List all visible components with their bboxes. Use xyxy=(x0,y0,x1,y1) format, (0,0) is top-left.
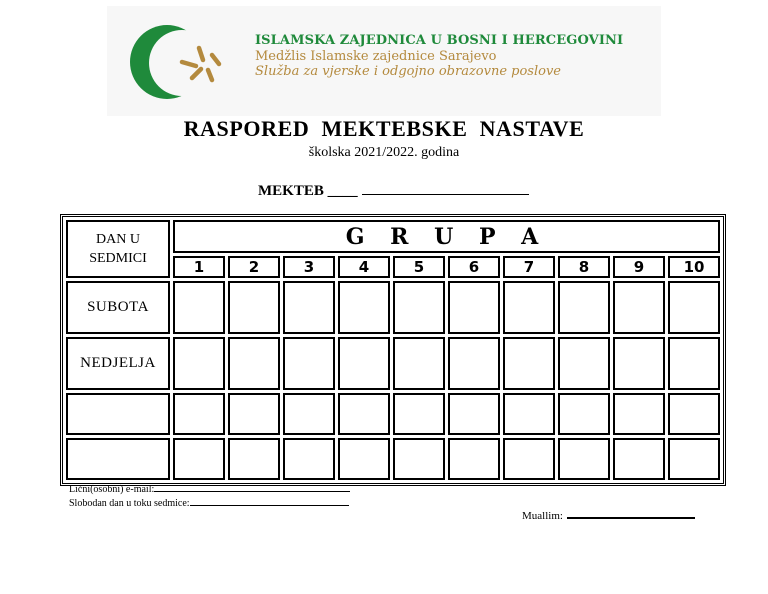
teacher-blank-line[interactable] xyxy=(567,508,695,519)
schedule-cell[interactable] xyxy=(558,281,610,334)
school-year: školska 2021/2022. godina xyxy=(308,145,460,160)
mekteb-label: MEKTEB ____ xyxy=(258,183,358,199)
schedule-cell[interactable] xyxy=(668,393,720,435)
group-number: 1 xyxy=(173,256,225,278)
schedule-cell[interactable] xyxy=(338,438,390,480)
table-row xyxy=(66,337,720,390)
group-number: 3 xyxy=(283,256,335,278)
table-row xyxy=(66,281,720,334)
schedule-cell[interactable] xyxy=(448,337,500,390)
crescent-star-logo-icon xyxy=(126,20,236,104)
schedule-cell[interactable] xyxy=(668,438,720,480)
schedule-cell[interactable] xyxy=(503,281,555,334)
mekteb-blank-line xyxy=(362,180,529,195)
schedule-cell[interactable] xyxy=(228,281,280,334)
schedule-cell[interactable] xyxy=(173,393,225,435)
day-cell[interactable] xyxy=(66,393,170,435)
schedule-cell[interactable] xyxy=(448,393,500,435)
schedule-cell[interactable] xyxy=(228,393,280,435)
group-number: 7 xyxy=(503,256,555,278)
email-row xyxy=(69,482,350,496)
day-header-line-1: DAN U xyxy=(96,232,140,247)
schedule-cell[interactable] xyxy=(558,438,610,480)
schedule-cell[interactable] xyxy=(338,281,390,334)
email-label: Lični(osobni) e-mail: xyxy=(69,484,155,495)
footer-fields xyxy=(69,482,350,510)
schedule-cell[interactable] xyxy=(283,438,335,480)
schedule-cell[interactable] xyxy=(173,438,225,480)
schedule-cell[interactable] xyxy=(668,337,720,390)
schedule-cell[interactable] xyxy=(613,393,665,435)
organization-subtitle: Medžlis Islamske zajednice Sarajevo xyxy=(255,49,497,64)
schedule-cell[interactable] xyxy=(393,393,445,435)
schedule-cell[interactable] xyxy=(613,337,665,390)
schedule-cell[interactable] xyxy=(283,337,335,390)
group-number: 6 xyxy=(448,256,500,278)
free-day-blank-line[interactable] xyxy=(190,496,349,506)
schedule-cell[interactable] xyxy=(448,281,500,334)
schedule-cell[interactable] xyxy=(613,438,665,480)
schedule-cell[interactable] xyxy=(338,393,390,435)
group-number: 8 xyxy=(558,256,610,278)
table-row xyxy=(66,438,720,480)
schedule-cell[interactable] xyxy=(503,438,555,480)
schedule-table xyxy=(60,214,726,486)
day-header-cell xyxy=(66,220,170,278)
schedule-cell[interactable] xyxy=(393,438,445,480)
organization-name: ISLAMSKA ZAJEDNICA U BOSNI I HERCEGOVINI xyxy=(255,33,624,48)
schedule-cell[interactable] xyxy=(228,337,280,390)
schedule-cell[interactable] xyxy=(558,393,610,435)
day-cell[interactable] xyxy=(66,438,170,480)
organization-department: Služba za vjerske i odgojno obrazovne poslove xyxy=(255,64,562,79)
group-number: 2 xyxy=(228,256,280,278)
teacher-label: Muallim: xyxy=(522,510,563,522)
group-number: 9 xyxy=(613,256,665,278)
day-header-line-2: SEDMICI xyxy=(89,251,147,266)
schedule-cell[interactable] xyxy=(338,337,390,390)
group-number: 4 xyxy=(338,256,390,278)
schedule-cell[interactable] xyxy=(503,337,555,390)
schedule-cell[interactable] xyxy=(613,281,665,334)
email-blank-line[interactable] xyxy=(154,482,350,492)
schedule-cell[interactable] xyxy=(503,393,555,435)
mekteb-field xyxy=(258,180,529,200)
schedule-cell[interactable] xyxy=(668,281,720,334)
schedule-cell[interactable] xyxy=(448,438,500,480)
schedule-cell[interactable] xyxy=(558,337,610,390)
document-title: RASPORED MEKTEBSKE NASTAVE xyxy=(183,116,585,141)
schedule-cell[interactable] xyxy=(393,337,445,390)
free-day-label: Slobodan dan u toku sedmice: xyxy=(69,498,190,509)
day-cell: NEDJELJA xyxy=(66,337,170,390)
schedule-cell[interactable] xyxy=(393,281,445,334)
group-number: 5 xyxy=(393,256,445,278)
schedule-cell[interactable] xyxy=(228,438,280,480)
group-number: 10 xyxy=(668,256,720,278)
organization-header xyxy=(255,33,655,79)
schedule-cell[interactable] xyxy=(283,393,335,435)
free-day-row xyxy=(69,496,350,510)
schedule-cell[interactable] xyxy=(173,281,225,334)
schedule-cell[interactable] xyxy=(283,281,335,334)
teacher-field xyxy=(522,508,695,522)
day-cell: SUBOTA xyxy=(66,281,170,334)
table-row xyxy=(66,393,720,435)
schedule-cell[interactable] xyxy=(173,337,225,390)
group-header: G R U P A xyxy=(173,220,720,253)
